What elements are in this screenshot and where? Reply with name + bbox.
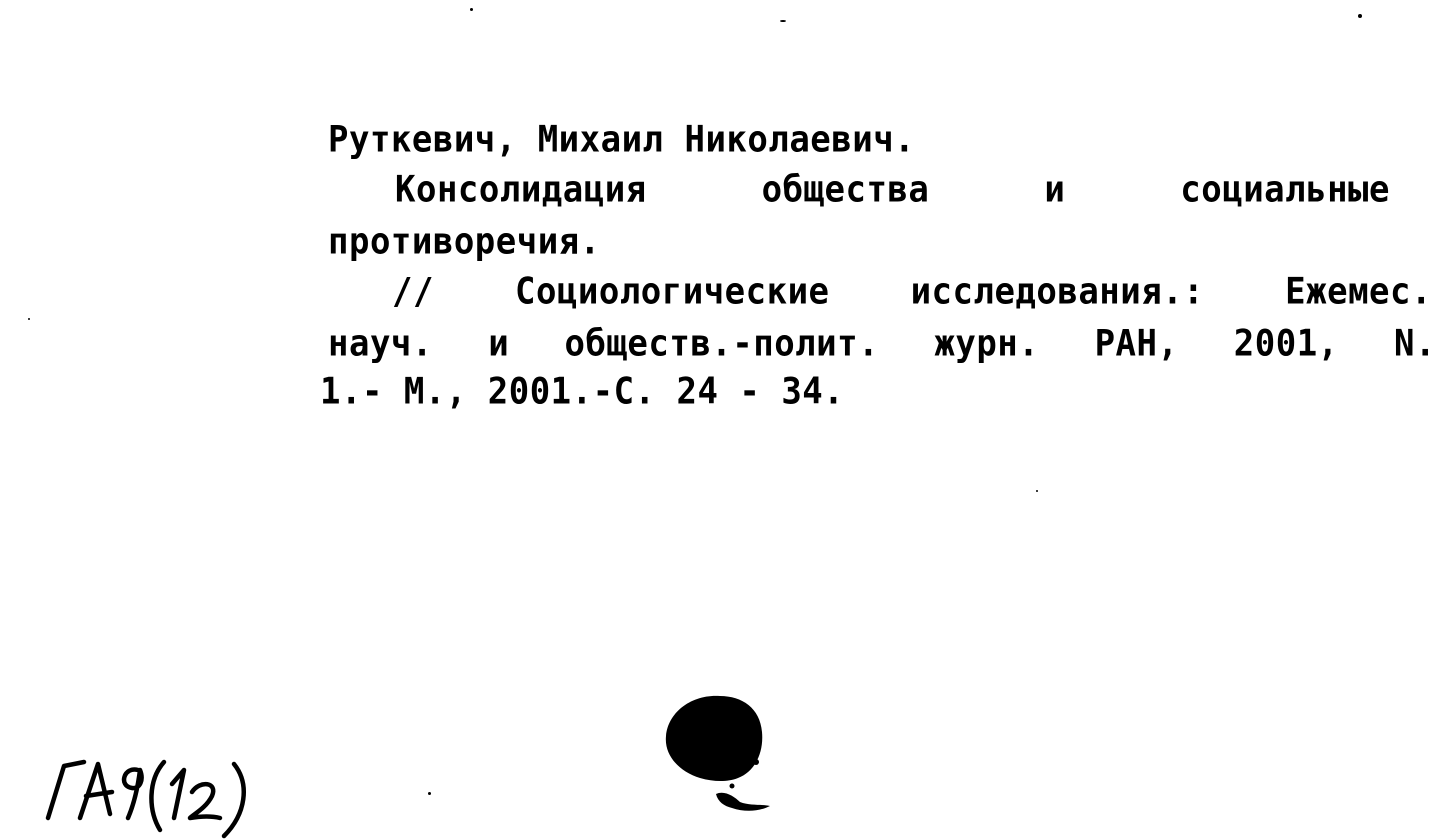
handwritten-shelfmark [40, 752, 260, 840]
title-word: Консолидация [395, 168, 647, 212]
source-line-2 [328, 322, 1436, 365]
title-word: и [1044, 168, 1066, 212]
scan-speck [28, 318, 30, 320]
source-word: // [392, 270, 434, 314]
source-word: журн. [934, 322, 1040, 366]
title-line-2: противоречия. [328, 220, 601, 264]
source-word: N. [1393, 322, 1436, 366]
source-word: исследования.: [910, 270, 1205, 314]
source-word: и [488, 322, 510, 366]
source-word: Социологические [514, 270, 830, 314]
source-word: 2001, [1233, 322, 1339, 366]
scan-speck [1358, 14, 1362, 18]
title-word: социальные [1180, 168, 1390, 212]
scan-speck [780, 20, 786, 22]
punch-hole-blot [658, 690, 780, 820]
source-line-3: 1.- М., 2001.-С. 24 - 34. [320, 370, 845, 414]
scan-speck [428, 792, 431, 795]
source-word: обществ.-полит. [564, 322, 880, 366]
source-word: Ежемес. [1285, 270, 1432, 314]
source-word: науч. [328, 322, 433, 366]
scan-speck [1036, 490, 1038, 492]
author-heading: Руткевич, Михаил Николаевич. [328, 118, 916, 162]
source-line-1 [392, 270, 1432, 313]
source-word: РАН, [1094, 322, 1179, 366]
scan-speck [470, 8, 473, 11]
title-line-1 [395, 168, 1390, 211]
title-word: общества [761, 168, 930, 212]
